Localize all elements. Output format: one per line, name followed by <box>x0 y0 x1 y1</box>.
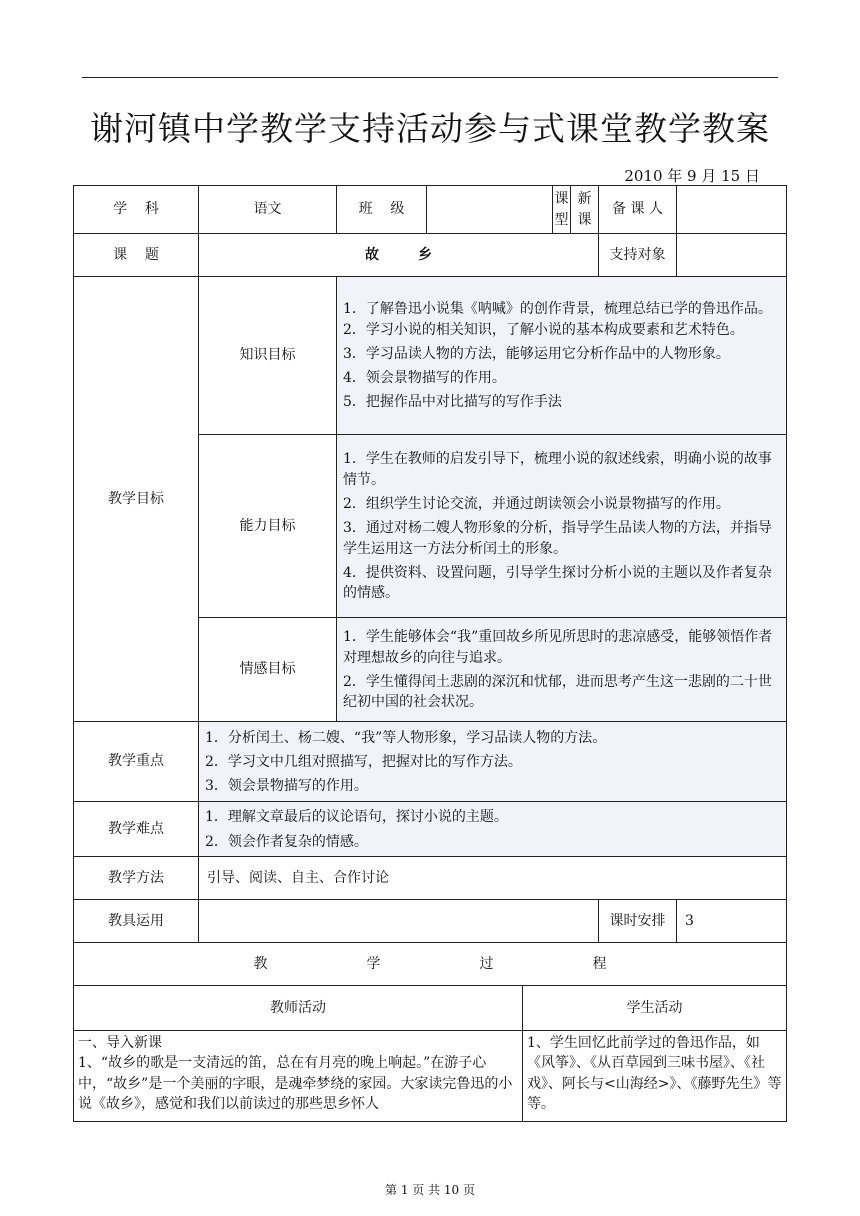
hours-value: 3 <box>677 900 787 943</box>
subject-label: 学 科 <box>74 186 199 234</box>
emotion-label: 情感目标 <box>199 618 337 722</box>
lesson-type-value <box>571 186 599 234</box>
method-label: 教学方法 <box>74 857 199 900</box>
list-item: 2．学生懂得闰土悲剧的深沉和忧郁，进而思考产生这一悲剧的二十世纪初中国的社会状况。 <box>343 674 772 711</box>
list-item: 1．学生在教师的启发引导下，梳理小说的叙述线索，明确小说的故事情节。 <box>343 451 772 488</box>
table-row <box>74 943 787 986</box>
lesson-type-value-line2: 课 <box>577 211 592 228</box>
preparer-value <box>677 186 787 234</box>
difficulty-label: 教学难点 <box>74 802 199 857</box>
paragraph: 一、导入新课 <box>78 1035 162 1051</box>
topic-label: 课 题 <box>74 234 199 277</box>
process-char: 程 <box>592 955 607 972</box>
subject-value: 语文 <box>199 186 337 234</box>
document-title: 谢河镇中学教学支持活动参与式课堂教学教案 <box>90 109 770 148</box>
class-label: 班 级 <box>337 186 427 234</box>
table-row <box>74 277 787 435</box>
lesson-plan-table <box>73 185 787 1122</box>
list-item: 1．学生能够体会“我”重回故乡所见所思时的悲凉感受，能够领悟作者对理想故乡的向往与追求。 <box>343 629 773 666</box>
knowledge-content <box>337 277 787 435</box>
tools-label: 教具运用 <box>74 900 199 943</box>
support-value <box>677 234 787 277</box>
paragraph: 1、“故乡的歌是一支清远的笛，总在有月亮的晚上响起。”在游子心中，“故乡”是一个美丽的字眼，是魂牵梦绕的家园。大家读完鲁迅的小说《故乡》，感觉和我们以前读过的那些思乡怀人 <box>78 1055 513 1112</box>
ability-content <box>337 435 787 618</box>
ability-label: 能力目标 <box>199 435 337 618</box>
list-item: 4．提供资料、设置问题，引导学生探讨分析小说的主题以及作者复杂的情感。 <box>343 564 772 602</box>
method-value: 引导、阅读、自主、合作讨论 <box>199 857 787 900</box>
support-label: 支持对象 <box>599 234 677 277</box>
process-heading <box>74 943 787 986</box>
list-item: 3．领会景物描写的作用。 <box>205 778 368 795</box>
table-row <box>74 234 787 277</box>
list-item: 2．学习文中几组对照描写，把握对比的写作方法。 <box>205 753 522 770</box>
knowledge-label: 知识目标 <box>199 277 337 435</box>
page-footer: 第 1 页 共 10 页 <box>385 1183 475 1197</box>
table-row <box>74 857 787 900</box>
document-date: 2010 年 9 月 15 日 <box>624 167 760 185</box>
list-item: 3．学习品读人物的方法，能够运用它分析作品中的人物形象。 <box>343 345 730 362</box>
lesson-type-label-line1: 课 <box>554 191 569 208</box>
lesson-type-value-line1: 新 <box>577 191 592 208</box>
student-activity-header: 学生活动 <box>523 986 787 1031</box>
difficulty-content <box>199 802 787 857</box>
table-row <box>74 186 787 234</box>
hours-label: 课时安排 <box>599 900 677 943</box>
list-item: 2．领会作者复杂的情感。 <box>205 833 368 850</box>
process-char: 过 <box>479 955 494 972</box>
list-item: 1．理解文章最后的议论语句，探讨小说的主题。 <box>205 809 508 826</box>
goals-label: 教学目标 <box>74 277 199 722</box>
student-activity-content <box>523 1031 787 1122</box>
class-value <box>427 186 553 234</box>
table-row <box>74 900 787 943</box>
header-rule <box>82 77 778 78</box>
process-char: 学 <box>366 955 381 972</box>
list-item: 2．组织学生讨论交流，并通过朗读领会小说景物描写的作用。 <box>343 496 730 513</box>
key-points-label: 教学重点 <box>74 722 199 802</box>
list-item: 1．分析闰土、杨二嫂、“我”等人物形象，学习品读人物的方法。 <box>205 729 607 746</box>
list-item: 5．把握作品中对比描写的写作手法 <box>343 394 562 411</box>
list-item: 4．领会景物描写的作用。 <box>343 370 506 387</box>
process-char: 教 <box>253 955 268 972</box>
key-points-content <box>199 722 787 802</box>
teacher-activity-content <box>74 1031 523 1122</box>
table-row <box>74 1031 787 1122</box>
tools-value <box>199 900 599 943</box>
table-row <box>74 722 787 802</box>
topic-value: 故 乡 <box>199 234 599 277</box>
lesson-type-label <box>553 186 571 234</box>
emotion-content <box>337 618 787 722</box>
list-item: 1．了解鲁迅小说集《呐喊》的创作背景，梳理总结已学的鲁迅作品。2．学习小说的相关知识，了解小说的基本构成要素和艺术特色。 <box>343 301 772 338</box>
table-row <box>74 802 787 857</box>
preparer-label: 备 课 人 <box>599 186 677 234</box>
table-row <box>74 986 787 1031</box>
teacher-activity-header: 教师活动 <box>74 986 523 1031</box>
list-item: 3．通过对杨二嫂人物形象的分析，指导学生品读人物的方法，并指导学生运用这一方法分析闰土的形象。 <box>343 520 772 557</box>
paragraph: 1、学生回忆此前学过的鲁迅作品，如《风筝》、《从百草园到三味书屋》、《社戏》、阿长与<山海经>》、《藤野先生》等等。 <box>527 1035 782 1112</box>
lesson-type-label-line2: 型 <box>554 211 569 228</box>
